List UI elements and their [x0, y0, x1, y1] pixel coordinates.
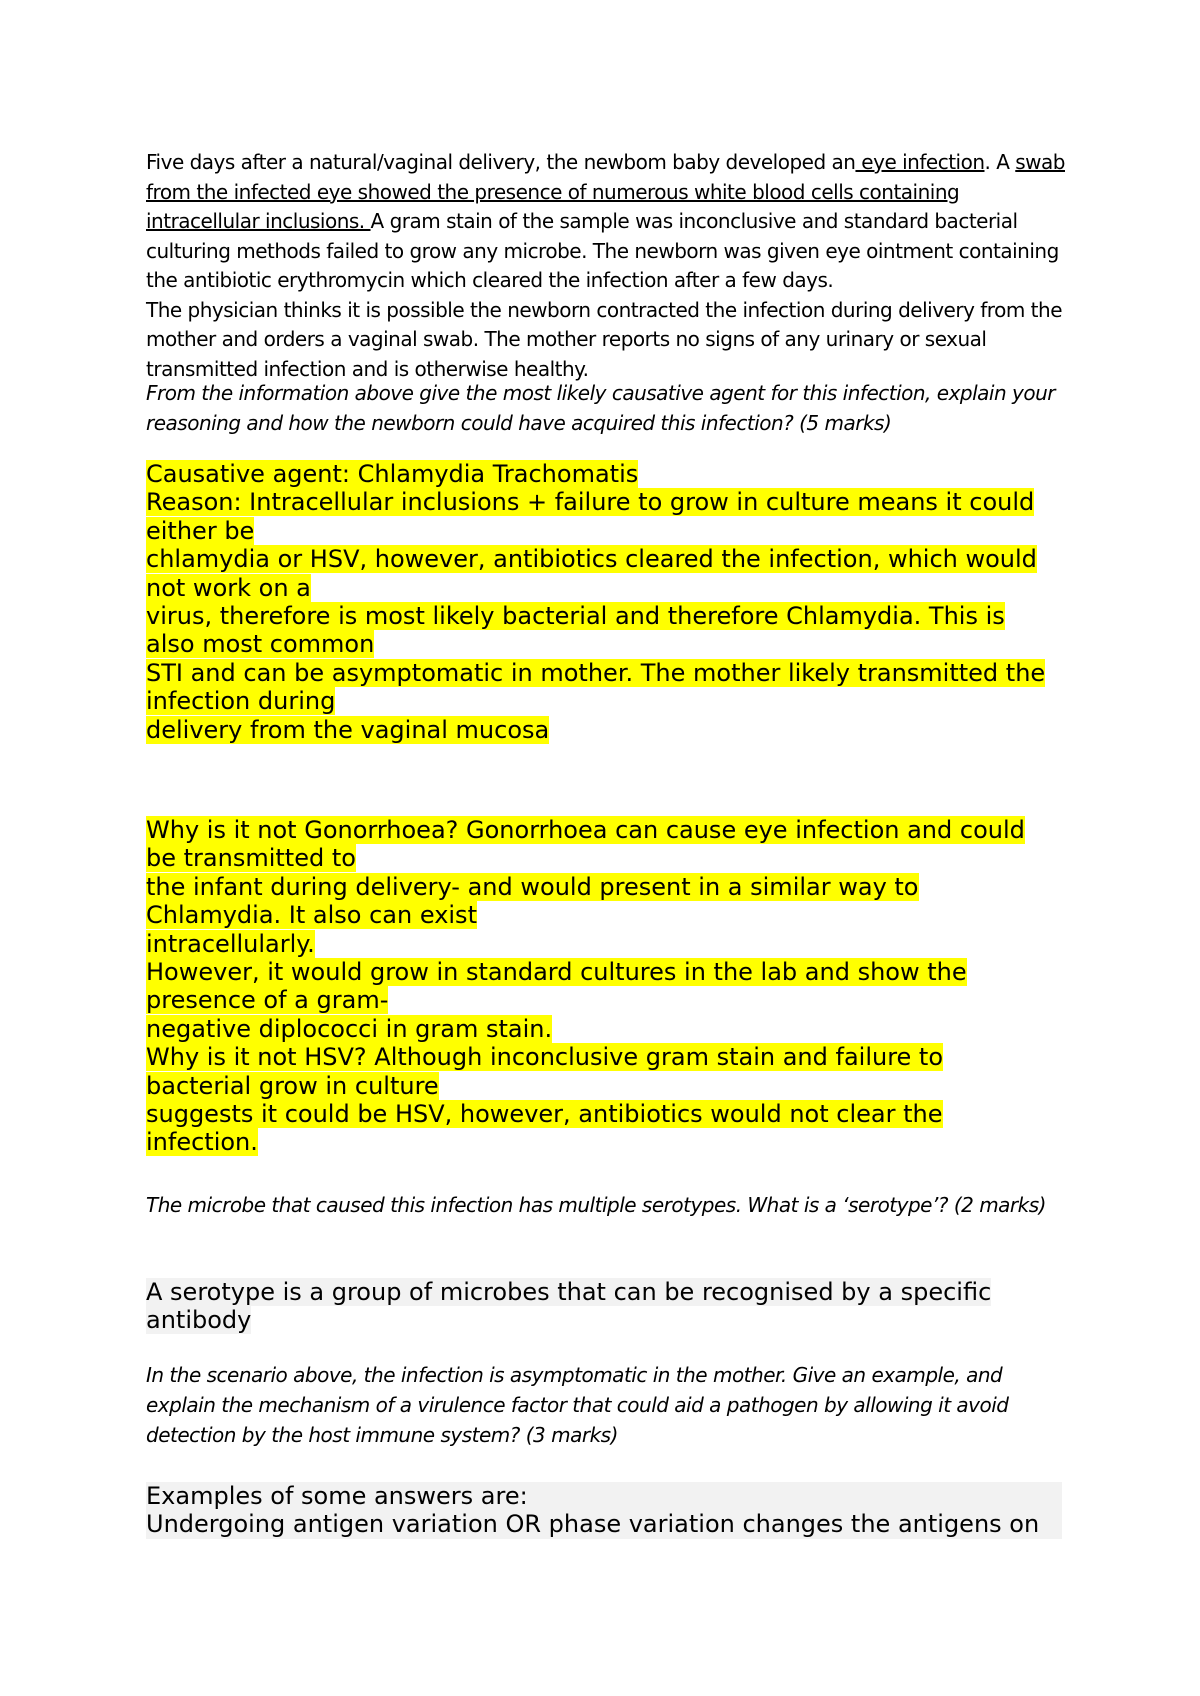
answer-line: delivery from the vaginal mucosa	[146, 715, 550, 744]
answer-line: However, it would grow in standard cultures in the lab and show the	[146, 958, 967, 987]
answer-line: A serotype is a group of microbes that can be recognised by a specific	[146, 1278, 992, 1306]
answer-line: antibody	[146, 1306, 252, 1335]
question-2: The microbe that caused this infection has multiple serotypes. What is a ‘serotype’? (2 marks)	[146, 1193, 1046, 1217]
eye-infection-underlined: eye infection	[855, 150, 985, 174]
answer-line: Causative agent: Chlamydia Trachomatis	[146, 460, 639, 488]
answer-line: infection during	[146, 687, 336, 716]
answer-4-block	[146, 1482, 1066, 1539]
answer-line: be transmitted to	[146, 844, 356, 873]
answer-line: also most common	[146, 630, 375, 659]
answer-line: suggests it could be HSV, however, antibiotics would not clear the	[146, 1100, 943, 1129]
answer-line: presence of a gram-	[146, 986, 389, 1015]
answer-line: not work on a	[146, 573, 311, 602]
scenario-text: A gram stain of the sample was inconclusive and standard bacterial culturing methods failed to grow any microbe. The newborn was given eye ointment containing the antibiotic erythromycin which cleared the infection after a few days.	[146, 209, 1059, 292]
answer-3-block	[146, 1278, 1066, 1335]
answer-line: Reason: Intracellular inclusions + failure to grow in culture means it could	[146, 488, 1035, 517]
answer-line: virus, therefore is most likely bacterial and therefore Chlamydia. This is	[146, 602, 1005, 631]
answer-line: Undergoing antigen variation OR phase variation changes the antigens on	[146, 1510, 1062, 1538]
answer-line: STI and can be asymptomatic in mother. The mother likely transmitted the	[146, 658, 1046, 687]
answer-line: Examples of some answers are:	[146, 1482, 1062, 1510]
scenario-text: Five days after a natural/vaginal delivery, the newbom baby developed an	[146, 150, 856, 174]
question-1: From the information above give the most likely causative agent for this infection, explain your reasoning and how the newborn could have acquired this infection? (5 marks)	[146, 381, 1055, 435]
scenario-text: . A	[984, 150, 1016, 174]
answer-line: bacterial grow in culture	[146, 1071, 439, 1100]
answer-2-block	[146, 816, 1086, 1157]
question-3: In the scenario above, the infection is asymptomatic in the mother. Give an example, and explain the mechanism of a virulence factor that could aid a pathogen by allowing it avoid detection by the host immune system? (3 marks)	[146, 1363, 1009, 1447]
answer-line: chlamydia or HSV, however, antibiotics cleared the infection, which would	[146, 545, 1037, 574]
answer-line: Why is it not Gonorrhoea? Gonorrhoea can cause eye infection and could	[146, 816, 1025, 844]
answer-line: either be	[146, 516, 255, 545]
answer-line: negative diplococci in gram stain.	[146, 1014, 553, 1043]
answer-line: infection.	[146, 1128, 258, 1157]
answer-line: intracellularly.	[146, 929, 315, 958]
answer-1-block	[146, 460, 1086, 744]
physician-text: The physician thinks it is possible the newborn contracted the infection during delivery from the mother and orders a vaginal swab. The mother reports no signs of any urinary or sexual transmitted infection and is otherwise healthy.	[146, 297, 1062, 381]
answer-line: Chlamydia. It also can exist	[146, 901, 477, 930]
answer-line: Why is it not HSV? Although inconclusive gram stain and failure to	[146, 1043, 944, 1072]
scenario-paragraph	[146, 148, 1066, 384]
swab-finding-underlined: swab from the infected eye showed the presence of numerous white blood cells containing intracellular inclusions.	[146, 150, 1065, 233]
answer-line: the infant during delivery- and would present in a similar way to	[146, 872, 919, 901]
